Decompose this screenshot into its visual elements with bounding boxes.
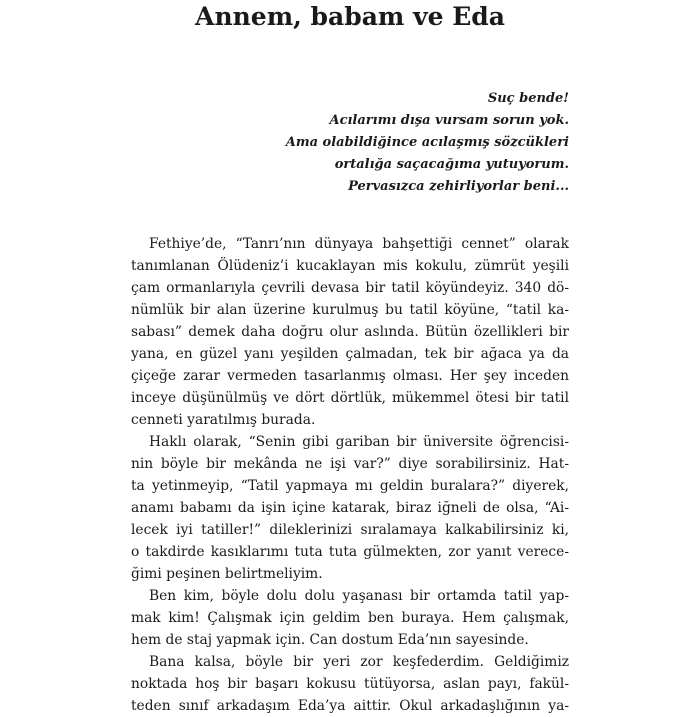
body-line: ta yetinmeyip, “Tatil yapmaya mı geldin buralara?” diyerek, xyxy=(131,478,569,494)
epigraph-line: Ama olabildiğince acılaşmış sözcükleri xyxy=(285,135,569,150)
body-line: noktada hoş bir başarı kokusu tütüyorsa, aslan payı, fakül- xyxy=(131,676,569,692)
body-line: cenneti yaratılmış burada. xyxy=(131,412,316,428)
body-line: çam ormanlarıyla çevrili devasa bir tatil köyündeyiz. 340 dö- xyxy=(131,280,569,296)
body-line: anamı babamı da işin içine katarak, biraz iğneli de olsa, “Ai- xyxy=(131,500,569,516)
epigraph xyxy=(286,88,569,198)
body-line: mak kim! Çalışmak için geldim ben buraya. Hem çalışmak, xyxy=(131,610,569,626)
body-line: inceye düşünülmüş ve dört dörtlük, mükemmel ötesi bir tatil xyxy=(131,390,569,406)
body-line: nümlük bir alan üzerine kurulmuş bu tatil köyüne, “tatil ka- xyxy=(131,302,569,318)
body-line: çiçeğe zarar vermeden tasarlanmış olması. Her şey inceden xyxy=(131,368,569,384)
body-line: yana, en güzel yanı yeşilden çalmadan, tek bir ağaca ya da xyxy=(131,346,569,362)
body-text xyxy=(131,233,569,717)
body-line: nin böyle bir mekânda ne işi var?” diye sorabilirsiniz. Hat- xyxy=(131,456,569,472)
body-line: tanımlanan Ölüdeniz’i kucaklayan mis kokulu, zümrüt yeşili xyxy=(131,258,569,274)
epigraph-line: ortalığa saçacağıma yutuyorum. xyxy=(334,157,569,172)
body-line: teden sınıf arkadaşım Eda’ya aittir. Okul arkadaşlığının ya- xyxy=(131,698,569,714)
chapter-title: Annem, babam ve Eda xyxy=(195,2,505,31)
body-line: hem de staj yapmak için. Can dostum Eda’nın sayesinde. xyxy=(131,632,529,648)
epigraph-line: Acılarımı dışa vursam sorun yok. xyxy=(329,113,569,128)
epigraph-line: Suç bende! xyxy=(487,91,569,106)
body-line: Haklı olarak, “Senin gibi gariban bir üniversite öğrencisi- xyxy=(149,434,569,450)
body-line: lecek iyi tatiller!” dileklerinizi sıralamaya kalkabilirsiniz ki, xyxy=(131,522,569,538)
body-line: Ben kim, böyle dolu dolu yaşanası bir ortamda tatil yap- xyxy=(149,588,569,604)
body-line: o takdirde kasıklarımı tuta tuta gülmekten, zor yanıt verece- xyxy=(131,544,569,560)
body-line: sabası” demek daha doğru olur aslında. Bütün özellikleri bir xyxy=(131,324,569,340)
body-line: Fethiye’de, “Tanrı’nın dünyaya bahşettiği cennet” olarak xyxy=(149,236,569,252)
body-line: ğimi peşinen belirtmeliyim. xyxy=(131,566,323,582)
body-line: Bana kalsa, böyle bir yeri zor keşfederdim. Geldiğimiz xyxy=(149,654,569,670)
epigraph-line: Pervasızca zehirliyorlar beni... xyxy=(348,179,569,194)
